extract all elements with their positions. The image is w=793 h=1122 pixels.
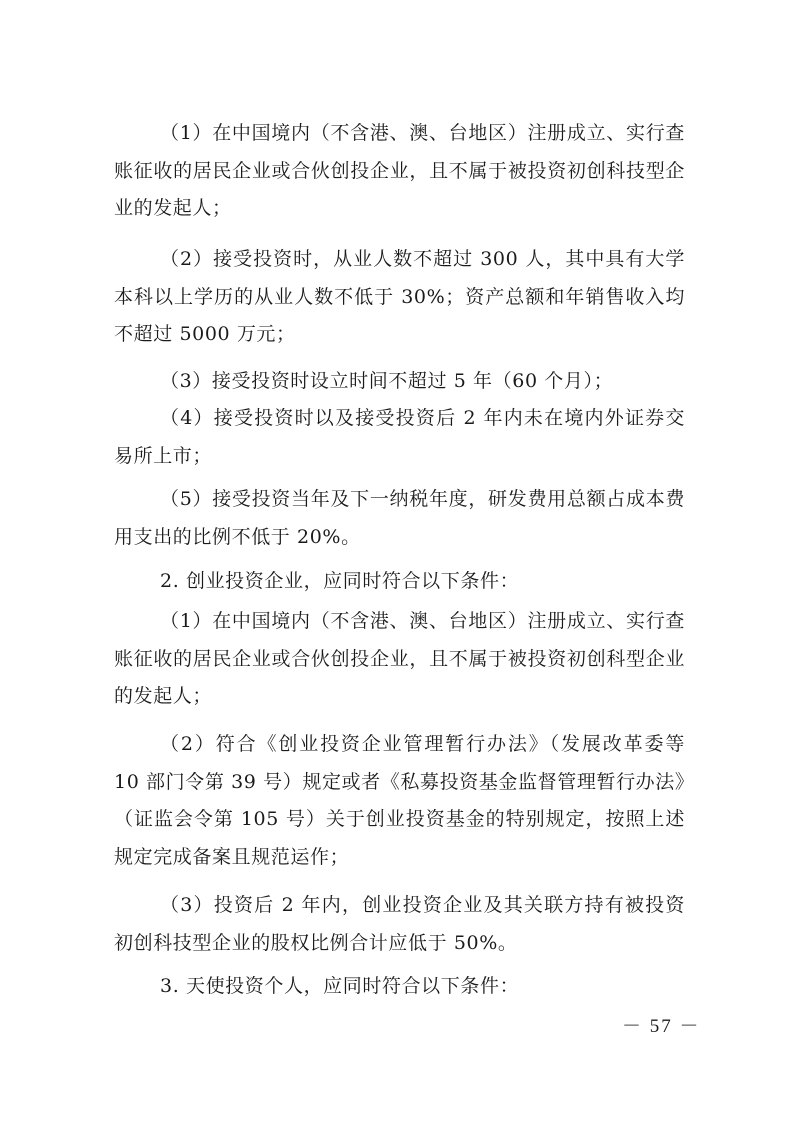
paragraph-condition-4: （4）接受投资时以及接受投资后 2 年内未在境内外证券交易所上市；: [114, 407, 685, 467]
paragraph-condition-1: （1）在中国境内（不含港、澳、台地区）注册成立、实行查账征收的居民企业或合伙创投企业，且不属于被投资初创科技型企业的发起人；: [114, 122, 685, 220]
page-number: － 57 －: [622, 1016, 701, 1037]
paragraph-condition-2: （2）接受投资时，从业人数不超过 300 人，其中具有大学本科以上学历的从业人数不低于 30%；资产总额和年销售收入均不超过 5000 万元；: [114, 248, 685, 346]
paragraph-condition-3: （3）接受投资时设立时间不超过 5 年（60 个月）；: [160, 370, 614, 392]
paragraph-vc-condition-2: （2）符合《创业投资企业管理暂行办法》（发展改革委等 10 部门令第 39 号）规定或者《私募投资基金监督管理暂行办法》（证监会令第 105 号）关于创业投资基金的特别规定，按照上述规定完成备案且规范运作；: [114, 733, 685, 868]
paragraph-vc-condition-1: （1）在中国境内（不含港、澳、台地区）注册成立、实行查账征收的居民企业或合伙创投企业，且不属于被投资初创科型企业的发起人；: [114, 610, 685, 708]
paragraph-condition-5: （5）接受投资当年及下一纳税年度，研发费用总额占成本费用支出的比例不低于 20%。: [114, 488, 685, 548]
paragraph-section-3-heading: 3. 天使投资个人，应同时符合以下条件：: [160, 975, 520, 997]
paragraph-section-2-heading: 2. 创业投资企业，应同时符合以下条件：: [160, 570, 520, 592]
paragraph-vc-condition-3: （3）投资后 2 年内，创业投资企业及其关联方持有被投资初创科技型企业的股权比例合计应低于 50%。: [114, 894, 685, 954]
